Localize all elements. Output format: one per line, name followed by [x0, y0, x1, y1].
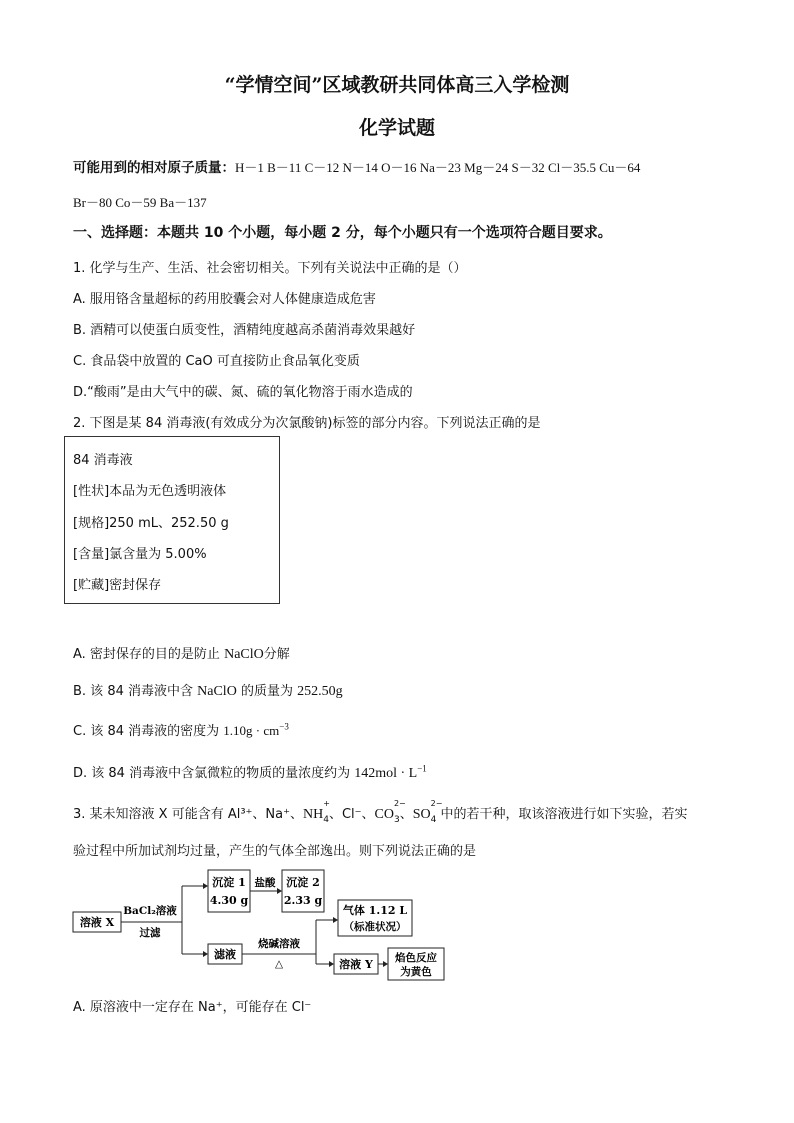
- arrowhead-flame: [383, 961, 388, 967]
- label-spec: [规格]250 mL、252.50 g: [73, 516, 229, 531]
- label-property: [性状]本品为无色透明液体: [73, 484, 227, 499]
- q1-option-a: A. 服用铬含量超标的药用胶囊会对人体健康造成危害: [73, 292, 376, 307]
- text-ppt1-mass: 4.30 g: [209, 894, 249, 907]
- text-naoh: 烧碱溶液: [258, 938, 300, 950]
- text-bacl2: BaCl₂溶液: [123, 905, 177, 917]
- q2-option-d: D. 该 84 消毒液中含氯微粒的物质的量浓度约为 $142mol \cdot L^{-1}$: [73, 763, 427, 781]
- q1-option-d: D.“酸雨”是由大气中的碳、氮、硫的氧化物溶于雨水造成的: [73, 385, 413, 400]
- q2-stem: 2. 下图是某 84 消毒液(有效成分为次氯酸钠)标签的部分内容。下列说法正确的是: [73, 416, 541, 431]
- q1-stem: 1. 化学与生产、生活、社会密切相关。下列有关说法中正确的是（）: [73, 261, 467, 276]
- label-product-name: 84 消毒液: [73, 453, 133, 468]
- text-filter: 过滤: [139, 927, 161, 939]
- atomic-mass-label: 可能用到的相对原子质量：: [73, 160, 235, 176]
- text-solution-y: 溶液 Y: [339, 958, 373, 971]
- q3-stem-line-2: 验过程中所加试剂均过量，产生的气体全部逸出。则下列说法正确的是: [73, 844, 477, 859]
- atomic-mass-values-2: Br－80 Co－59 Ba－137: [73, 195, 207, 210]
- q2-option-c: C. 该 84 消毒液的密度为 $1.10g \cdot cm^{-3}$: [73, 721, 289, 739]
- label-storage: [贮藏]密封保存: [73, 578, 162, 593]
- experiment-flow-diagram: [72, 868, 452, 983]
- q3-stem-line-1: 3. 某未知溶液 X 可能含有 Al³⁺、Na⁺、NH $_{+ 4}$、Cl⁻、CO $_{2- 3}$、SO $_{2- 4}$ 中的若干种，取该溶液进行如下实验，若实: [73, 798, 688, 825]
- q1-option-b: B. 酒精可以使蛋白质变性，酒精纯度越高杀菌消毒效果越好: [73, 323, 416, 338]
- atomic-mass-values-1: H－1 B－11 C－12 N－14 O－16 Na－23 Mg－24 S－32 Cl－35.5 Cu－64: [235, 160, 641, 175]
- q1-option-c: C. 食品袋中放置的 CaO 可直接防止食品氧化变质: [73, 354, 360, 369]
- arrowhead-filtrate: [203, 951, 208, 957]
- text-gas-condition: （标准状况）: [343, 921, 407, 933]
- arrowhead-solution-y: [329, 961, 334, 967]
- label-content: [含量]氯含量为 5.00%: [73, 547, 207, 562]
- q3-option-a: A. 原溶液中一定存在 Na⁺，可能存在 Cl⁻: [73, 1000, 312, 1015]
- atomic-mass-line-1: [73, 156, 640, 176]
- text-flame-1: 焰色反应: [395, 952, 437, 964]
- text-ppt2-name: 沉淀 2: [286, 876, 320, 889]
- text-solution-x: 溶液 X: [79, 916, 115, 929]
- text-hcl: 盐酸: [254, 877, 276, 889]
- q2-option-b: B. 该 84 消毒液中含 NaClO 的质量为 252.50g: [73, 684, 343, 699]
- arrowhead-gas: [333, 917, 338, 923]
- disinfectant-label-box: [64, 436, 280, 604]
- text-flame-2: 为黄色: [400, 966, 432, 978]
- text-ppt2-mass: 2.33 g: [283, 894, 323, 907]
- arrowhead-ppt1: [203, 883, 208, 889]
- exam-subtitle: 化学试题: [358, 117, 435, 139]
- text-filtrate: 滤液: [214, 948, 236, 961]
- text-ppt1-name: 沉淀 1: [212, 876, 246, 889]
- text-gas-volume: 气体 1.12 L: [342, 904, 408, 917]
- q2-option-a: A. 密封保存的目的是防止 NaClO分解: [73, 647, 290, 662]
- text-heat: △: [274, 958, 284, 970]
- section-heading: 一、选择题：本题共 10 个小题，每小题 2 分，每个小题只有一个选项符合题目要求。: [73, 225, 612, 241]
- arrowhead-ppt2: [277, 888, 282, 894]
- exam-title: “学情空间”区域教研共同体高三入学检测: [224, 74, 570, 96]
